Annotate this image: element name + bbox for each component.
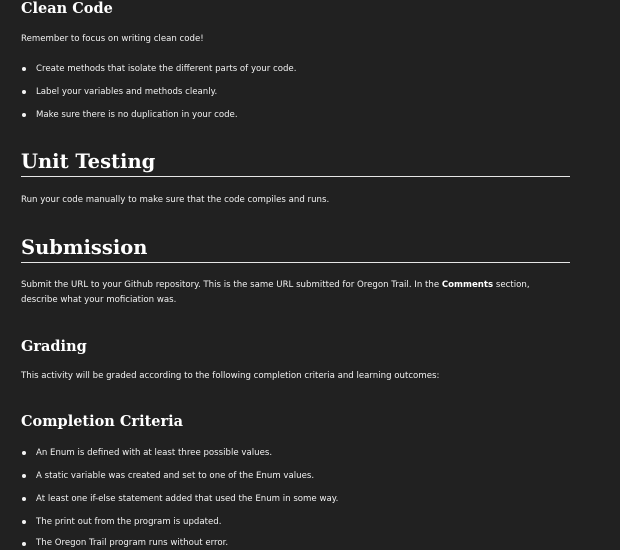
unit-testing-text: Run your code manually to make sure that the code compiles and runs. <box>21 195 330 205</box>
bullet-icon <box>22 542 26 546</box>
heading-divider <box>21 176 570 177</box>
list-item: The print out from the program is updated. <box>36 517 222 527</box>
bullet-icon <box>22 67 26 71</box>
submission-text-end: section, describe what your moficiation was. <box>21 280 530 305</box>
list-item: A static variable was created and set to one of the Enum values. <box>36 471 315 481</box>
submission-heading: Submission <box>21 236 148 259</box>
list-item: The Oregon Trail program runs without error. <box>36 538 229 548</box>
list-item: An Enum is defined with at least three possible values. <box>36 448 273 458</box>
clean-code-intro: Remember to focus on writing clean code! <box>21 34 204 44</box>
list-item: At least one if-else statement added that used the Enum in some way. <box>36 494 339 504</box>
list-item: Make sure there is no duplication in your code. <box>36 110 238 120</box>
grading-text: This activity will be graded according to the following completion criteria and learning outcomes: <box>21 371 440 381</box>
bullet-icon <box>22 474 26 478</box>
unit-testing-heading: Unit Testing <box>21 150 156 173</box>
comments-label: Comments <box>441 280 494 290</box>
heading-divider <box>21 262 570 263</box>
bullet-icon <box>22 497 26 501</box>
list-item: Create methods that isolate the different parts of your code. <box>36 64 297 74</box>
bullet-icon <box>22 90 26 94</box>
submission-text <box>21 278 561 308</box>
bullet-icon <box>22 520 26 524</box>
grading-heading: Grading <box>21 338 87 355</box>
completion-criteria-heading: Completion Criteria <box>21 413 184 430</box>
list-item: Label your variables and methods cleanly. <box>36 87 218 97</box>
submission-text-start: Submit the URL to your Github repository. This is the same URL submitted for Oregon Trail. In the <box>21 280 442 290</box>
clean-code-heading: Clean Code <box>21 0 113 17</box>
bullet-icon <box>22 451 26 455</box>
bullet-icon <box>22 113 26 117</box>
